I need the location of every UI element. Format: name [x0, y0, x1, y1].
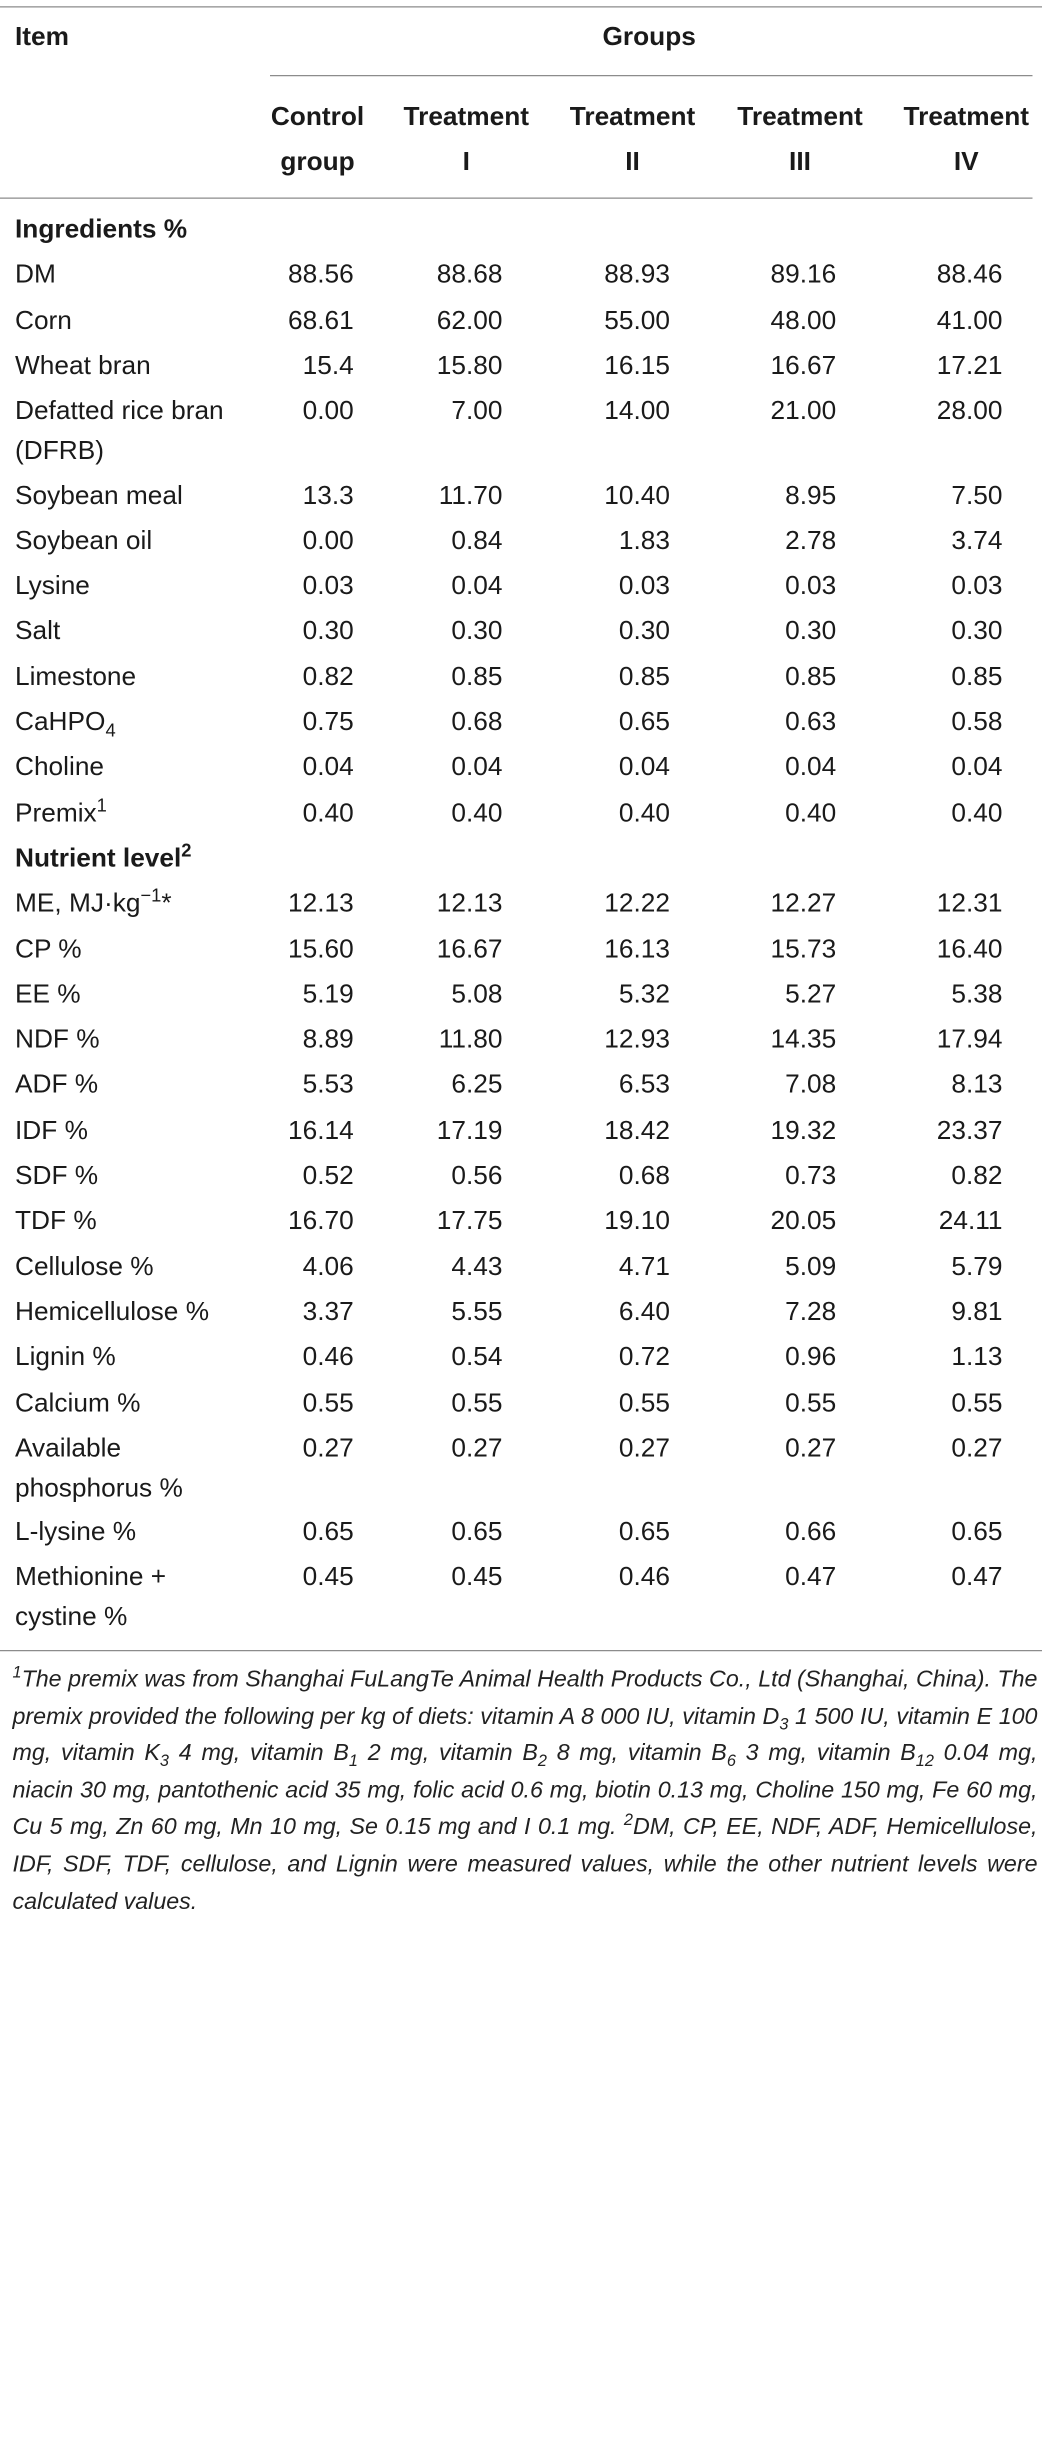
row-label: L-lysine %	[15, 1517, 137, 1547]
table-cell: 41.00	[936, 305, 1003, 335]
table-cell: 9.81	[951, 1297, 1003, 1327]
table-cell: 16.40	[936, 934, 1003, 964]
table-cell: 18.42	[604, 1115, 670, 1145]
table-cell: 0.55	[451, 1388, 503, 1417]
table-cell: 0.65	[302, 1517, 354, 1547]
table-cell: 20.05	[770, 1206, 837, 1236]
top-rule	[0, 6, 1042, 7]
table-cell: 0.03	[618, 571, 670, 601]
table-cell: 15.4	[302, 351, 354, 380]
table-cell: 2.78	[785, 525, 837, 555]
table-cell: 0.55	[302, 1388, 354, 1417]
table-cell: 0.55	[951, 1388, 1003, 1417]
groups-header: Groups	[602, 22, 696, 52]
table-cell: 5.53	[302, 1070, 354, 1100]
row-label: CP %	[15, 934, 82, 964]
row-label-continuation: cystine %	[15, 1602, 128, 1632]
table-cell: 4.71	[618, 1251, 670, 1281]
table-cell: 0.55	[618, 1388, 670, 1417]
footnote-marker-1: 1	[12, 1662, 22, 1682]
row-label: IDF %	[15, 1115, 88, 1145]
row-label-continuation: phosphorus %	[15, 1473, 183, 1503]
row-label: Soybean meal	[15, 480, 183, 510]
table-cell: 0.47	[785, 1562, 837, 1592]
table-cell: 14.35	[770, 1025, 837, 1054]
column-header-line1: Treatment	[737, 102, 863, 132]
table-cell: 55.00	[604, 305, 670, 335]
table-cell: 0.27	[618, 1433, 670, 1463]
table-cell: 19.32	[770, 1115, 837, 1145]
table-cell: 0.40	[451, 798, 503, 827]
table-cell: 0.03	[302, 571, 354, 601]
table-cell: 0.63	[785, 707, 837, 737]
column-header-line2: III	[789, 147, 811, 177]
table-cell: 4.06	[302, 1251, 354, 1281]
table-cell: 68.61	[288, 305, 354, 335]
row-label: NDF %	[15, 1025, 100, 1054]
table-cell: 0.85	[618, 662, 670, 691]
row-label: Soybean oil	[15, 525, 153, 555]
table-cell: 0.40	[951, 798, 1003, 827]
table-cell: 6.40	[618, 1297, 670, 1327]
table-cell: 3.74	[951, 525, 1003, 555]
table-cell: 12.22	[604, 888, 670, 918]
row-label: Hemicellulose %	[15, 1297, 210, 1327]
table-cell: 7.08	[785, 1070, 837, 1100]
table-cell: 0.46	[618, 1562, 670, 1592]
table-cell: 0.82	[302, 662, 354, 691]
row-label: SDF %	[15, 1161, 99, 1190]
table-cell: 0.27	[302, 1433, 354, 1463]
footnote-marker-2: 2	[623, 1810, 633, 1829]
table-cell: 14.00	[604, 396, 670, 426]
table-cell: 0.65	[451, 1517, 503, 1547]
table-cell: 0.27	[951, 1433, 1003, 1463]
table-cell: 0.73	[785, 1161, 837, 1190]
table-cell: 0.54	[451, 1342, 503, 1372]
table-cell: 5.09	[785, 1251, 837, 1281]
table-cell: 5.55	[451, 1297, 503, 1327]
table-cell: 5.79	[951, 1251, 1003, 1281]
table-cell: 6.53	[618, 1070, 670, 1100]
table-cell: 12.93	[604, 1025, 670, 1054]
table-cell: 89.16	[770, 260, 837, 290]
table-cell: 0.85	[785, 662, 837, 691]
table-cell: 0.82	[951, 1161, 1003, 1190]
column-header-line2: II	[625, 147, 640, 177]
table-cell: 88.68	[436, 260, 503, 290]
table-cell: 17.21	[936, 351, 1003, 380]
row-label: EE %	[15, 979, 81, 1009]
table-cell: 5.27	[785, 979, 837, 1009]
row-label: ADF %	[15, 1070, 99, 1100]
table-cell: 0.04	[618, 752, 670, 782]
table-cell: 0.04	[951, 752, 1003, 782]
table-cell: 0.68	[451, 707, 503, 737]
table-cell: 1.83	[618, 525, 670, 555]
row-label-continuation: (DFRB)	[15, 436, 104, 466]
row-label: CaHPO$_4$	[15, 707, 116, 742]
table-footnote: $^1$The premix was from Shanghai FuLangTe Animal Health Products Co., Ltd (Shanghai, China). The premix provided the following per kg of diets: vitamin A 8 000 IU, vitamin $D_3$ 1 500 IU, vitamin E 100 mg, vitamin $K_3$ 4 mg, vitamin $B_1$ 2 mg, vitamin $B_2$ 8 mg, vitamin $B_6$ 3 mg, vitamin $B_{12}$ 0.04 mg, niacin 30 mg, pantothenic acid 35 mg, folic acid 0.6 mg, biotin 0.13 mg, Choline 150 mg, Fe 60 mg, Cu 5 mg, Zn 60 mg, Mn 10 mg, Se 0.15 mg and I 0.1 mg. $^2$DM, CP, EE, NDF, ADF, Hemicellulose, IDF, SDF, TDF, cellulose, and Lignin were measured values, while the other nutrient levels were calculated values.	[12, 1662, 1038, 1914]
table-cell: 16.67	[770, 351, 837, 380]
table-cell: 16.14	[288, 1115, 354, 1145]
table-cell: 0.68	[618, 1161, 670, 1190]
table-cell: 0.00	[302, 396, 354, 426]
table-cell: 8.95	[785, 480, 837, 510]
table-cell: 21.00	[770, 396, 837, 426]
row-label: Corn	[15, 305, 72, 335]
table-cell: 8.13	[951, 1070, 1003, 1100]
table-cell: 0.52	[302, 1161, 354, 1190]
table-cell: 16.67	[436, 934, 503, 964]
table-cell: 3.37	[302, 1297, 354, 1327]
header-rule	[0, 198, 1033, 199]
table-cell: 6.25	[451, 1070, 503, 1100]
table-cell: 0.04	[302, 752, 354, 782]
table-cell: 28.00	[936, 396, 1003, 426]
table-cell: 0.03	[951, 571, 1003, 601]
table-cell: 10.40	[604, 480, 670, 510]
column-header-line1: Control	[270, 102, 365, 132]
item-header: Item	[15, 22, 69, 52]
table-cell: 16.15	[604, 351, 670, 380]
table-cell: 0.40	[302, 798, 354, 827]
table-cell: 15.60	[288, 934, 354, 964]
column-header-line1: Treatment	[403, 102, 529, 132]
table-cell: 11.70	[438, 480, 503, 510]
table-cell: 12.27	[770, 888, 837, 918]
column-header	[885, 95, 1042, 185]
table-cell: 0.66	[785, 1517, 837, 1547]
table-cell: 17.94	[936, 1025, 1003, 1054]
table-cell: 0.03	[785, 571, 837, 601]
table-cell: 7.00	[451, 396, 503, 426]
column-header	[385, 95, 548, 185]
column-header-line2: IV	[953, 147, 979, 177]
column-header	[236, 95, 399, 185]
row-label: Limestone	[15, 662, 137, 691]
table-cell: 4.43	[451, 1251, 503, 1281]
table-cell: 8.89	[302, 1025, 354, 1054]
table-cell: 0.85	[951, 662, 1003, 691]
row-label: Premix$^1$	[15, 795, 107, 827]
column-header-line2: group	[280, 147, 355, 177]
table-cell: 88.56	[288, 260, 354, 290]
table-cell: 13.3	[302, 480, 354, 510]
table-cell: 17.75	[436, 1206, 503, 1236]
table-cell: 0.45	[451, 1562, 503, 1592]
column-header-line1: Treatment	[569, 102, 696, 132]
table-cell: 0.46	[302, 1342, 354, 1372]
table-cell: 0.04	[451, 752, 503, 782]
table-cell: 5.32	[618, 979, 670, 1009]
row-label: ME, $MJ\cdot kg^{-1}*$	[15, 886, 172, 918]
table-cell: 0.45	[302, 1562, 354, 1592]
row-label: Wheat bran	[15, 351, 151, 380]
column-header	[719, 95, 882, 185]
section-heading: Ingredients %	[15, 215, 188, 244]
table-cell: 0.27	[451, 1433, 503, 1463]
table-cell: 0.30	[302, 616, 354, 646]
row-label: Cellulose %	[15, 1251, 154, 1281]
table-cell: 0.40	[785, 798, 837, 827]
table-cell: 88.93	[604, 260, 670, 290]
table-cell: 0.30	[951, 616, 1003, 646]
row-label: Available	[15, 1433, 122, 1463]
table-cell: 0.40	[618, 798, 670, 827]
table-cell: 0.30	[451, 616, 503, 646]
table-cell: 0.65	[951, 1517, 1003, 1547]
table-cell: 0.56	[451, 1161, 503, 1190]
table-cell: 15.73	[770, 934, 837, 964]
table-cell: 16.70	[288, 1206, 354, 1236]
table-cell: 19.10	[604, 1206, 670, 1236]
row-label: Methionine +	[15, 1562, 167, 1592]
table-cell: 0.85	[451, 662, 503, 691]
table-cell: 0.27	[785, 1433, 837, 1463]
table-cell: 5.38	[951, 979, 1003, 1009]
table-cell: 48.00	[770, 305, 837, 335]
table-cell: 62.00	[436, 305, 503, 335]
table-cell: 15.80	[436, 351, 503, 380]
table-cell: 0.58	[951, 707, 1003, 737]
table-cell: 0.00	[302, 525, 354, 555]
column-header	[551, 95, 714, 185]
bottom-rule	[0, 1650, 1042, 1651]
table-cell: 12.31	[936, 888, 1003, 918]
table-cell: 16.13	[604, 934, 670, 964]
row-label: TDF %	[15, 1206, 97, 1236]
table-cell: 0.47	[951, 1562, 1003, 1592]
table-cell: 0.30	[785, 616, 837, 646]
table-cell: 1.13	[951, 1342, 1003, 1372]
table-cell: 88.46	[936, 260, 1003, 290]
row-label: DM	[15, 260, 56, 290]
table-cell: 23.37	[936, 1115, 1003, 1145]
table-cell: 0.30	[618, 616, 670, 646]
table-cell: 0.55	[785, 1388, 837, 1417]
row-label: Lignin %	[15, 1342, 116, 1372]
table-cell: 0.04	[785, 752, 837, 782]
table-cell: 0.72	[618, 1342, 670, 1372]
table-cell: 12.13	[288, 888, 354, 918]
section-heading: Nutrient level$^2$	[15, 841, 192, 873]
column-header-line1: Treatment	[903, 102, 1029, 132]
table-cell: 17.19	[436, 1115, 503, 1145]
row-label: Defatted rice bran	[15, 396, 224, 426]
row-label: Choline	[15, 752, 105, 782]
table-cell: 0.04	[451, 571, 503, 601]
table-cell: 11.80	[438, 1025, 503, 1054]
table-cell: 0.65	[618, 1517, 670, 1547]
table-cell: 7.28	[785, 1297, 837, 1327]
table-cell: 7.50	[951, 480, 1003, 510]
table-cell: 12.13	[436, 888, 503, 918]
table-cell: 0.75	[302, 707, 354, 737]
column-header-line2: I	[462, 147, 470, 177]
table-cell: 5.19	[302, 979, 354, 1009]
table-cell: 0.65	[618, 707, 670, 737]
table-cell: 0.96	[785, 1342, 837, 1372]
table-cell: 24.11	[938, 1206, 1003, 1236]
groups-rule	[270, 75, 1033, 76]
row-label: Salt	[15, 616, 61, 646]
row-label: Lysine	[15, 571, 90, 601]
table-cell: 0.84	[451, 525, 503, 555]
table-cell: 5.08	[451, 979, 503, 1009]
row-label: Calcium %	[15, 1388, 141, 1417]
